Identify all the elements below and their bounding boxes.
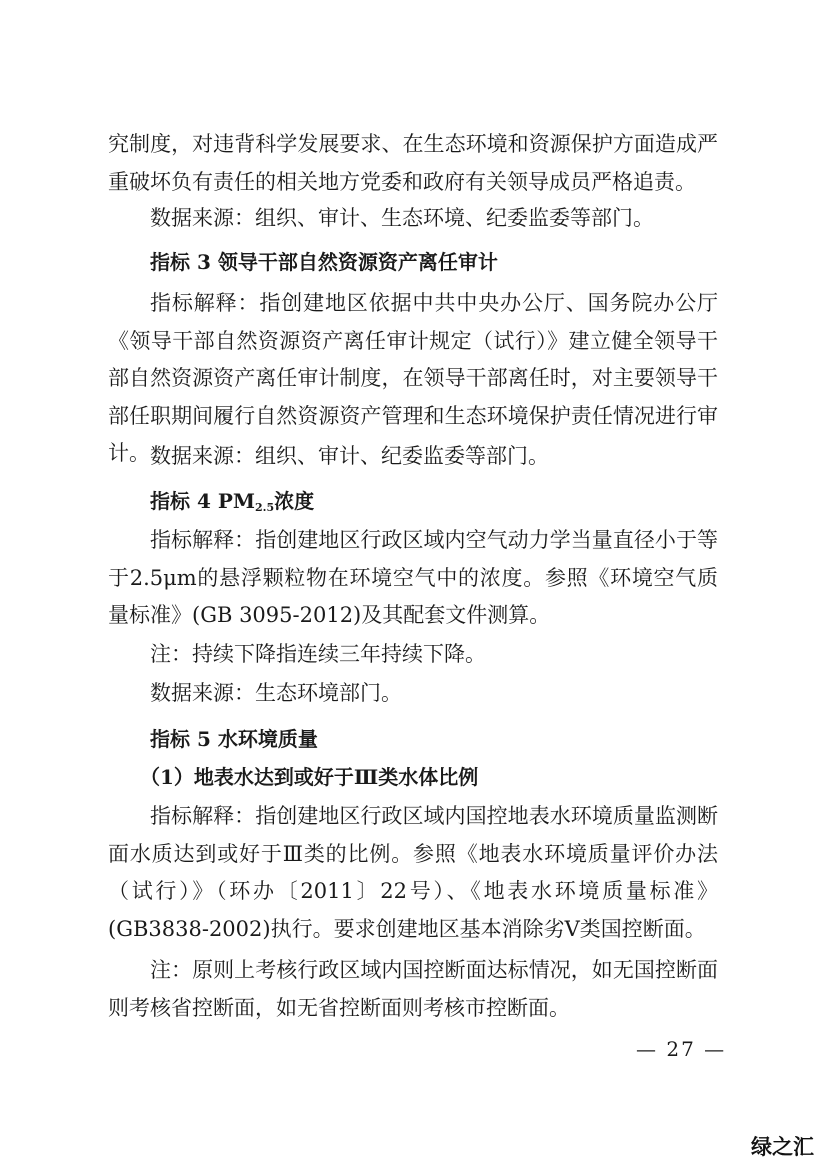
heading-indicator-4-main: 指标 4 PM	[150, 489, 256, 513]
paragraph-indicator-4-explanation: 指标解释：指创建地区行政区域内空气动力学当量直径小于等于2.5μm的悬浮颗粒物在环境空气中的浓度。参照《环境空气质量标准》(GB 3095-2012)及其配套文件测算。	[108, 528, 718, 627]
paragraph-note-2: 注：原则上考核行政区域内国控断面达标情况，如无国控断面则考核省控断面，如无省控断面则考核市控断面。	[108, 958, 718, 1020]
paragraph-data-source-3: 数据来源：生态环境部门。	[150, 681, 402, 705]
heading-indicator-5-1: （1）地表水达到或好于Ⅲ类水体比例	[140, 765, 479, 789]
heading-indicator-5: 指标 5 水环境质量	[150, 727, 318, 751]
heading-indicator-4-tail: 浓度	[274, 489, 315, 513]
paragraph-data-source-1: 数据来源：组织、审计、生态环境、纪委监委等部门。	[150, 206, 654, 230]
paragraph-indicator-5-explanation: 指标解释：指创建地区行政区域内国控地表水环境质量监测断面水质达到或好于Ⅲ类的比例。参照《地表水环境质量评价办法（试行）》（环办〔2011〕22号）、《地表水环境质量标准》(GB3838-2002)执行。要求创建地区基本消除劣Ⅴ类国控断面。	[108, 804, 718, 941]
watermark-logo: 绿之汇	[751, 1135, 814, 1159]
paragraph-data-source-2: 数据来源：组织、审计、纪委监委等部门。	[150, 444, 549, 468]
heading-indicator-4	[150, 486, 314, 523]
page-number: — 27 —	[636, 1037, 727, 1061]
paragraph-indicator-3-explanation: 指标解释：指创建地区依据中共中央办公厅、国务院办公厅《领导干部自然资源资产离任审计规定（试行）》建立健全领导干部自然资源资产离任审计制度，在领导干部离任时，对主要领导干部任职期间履行自然资源资产管理和生态环境保护责任情况进行审计。	[108, 291, 718, 465]
heading-indicator-4-subscript: 2.5	[255, 501, 275, 514]
paragraph-note-1: 注：持续下降指连续三年持续下降。	[150, 642, 486, 666]
paragraph-accountability: 究制度，对违背科学发展要求、在生态环境和资源保护方面造成严重破坏负有责任的相关地方党委和政府有关领导成员严格追责。	[108, 132, 718, 194]
heading-indicator-3: 指标 3 领导干部自然资源资产离任审计	[150, 250, 498, 274]
